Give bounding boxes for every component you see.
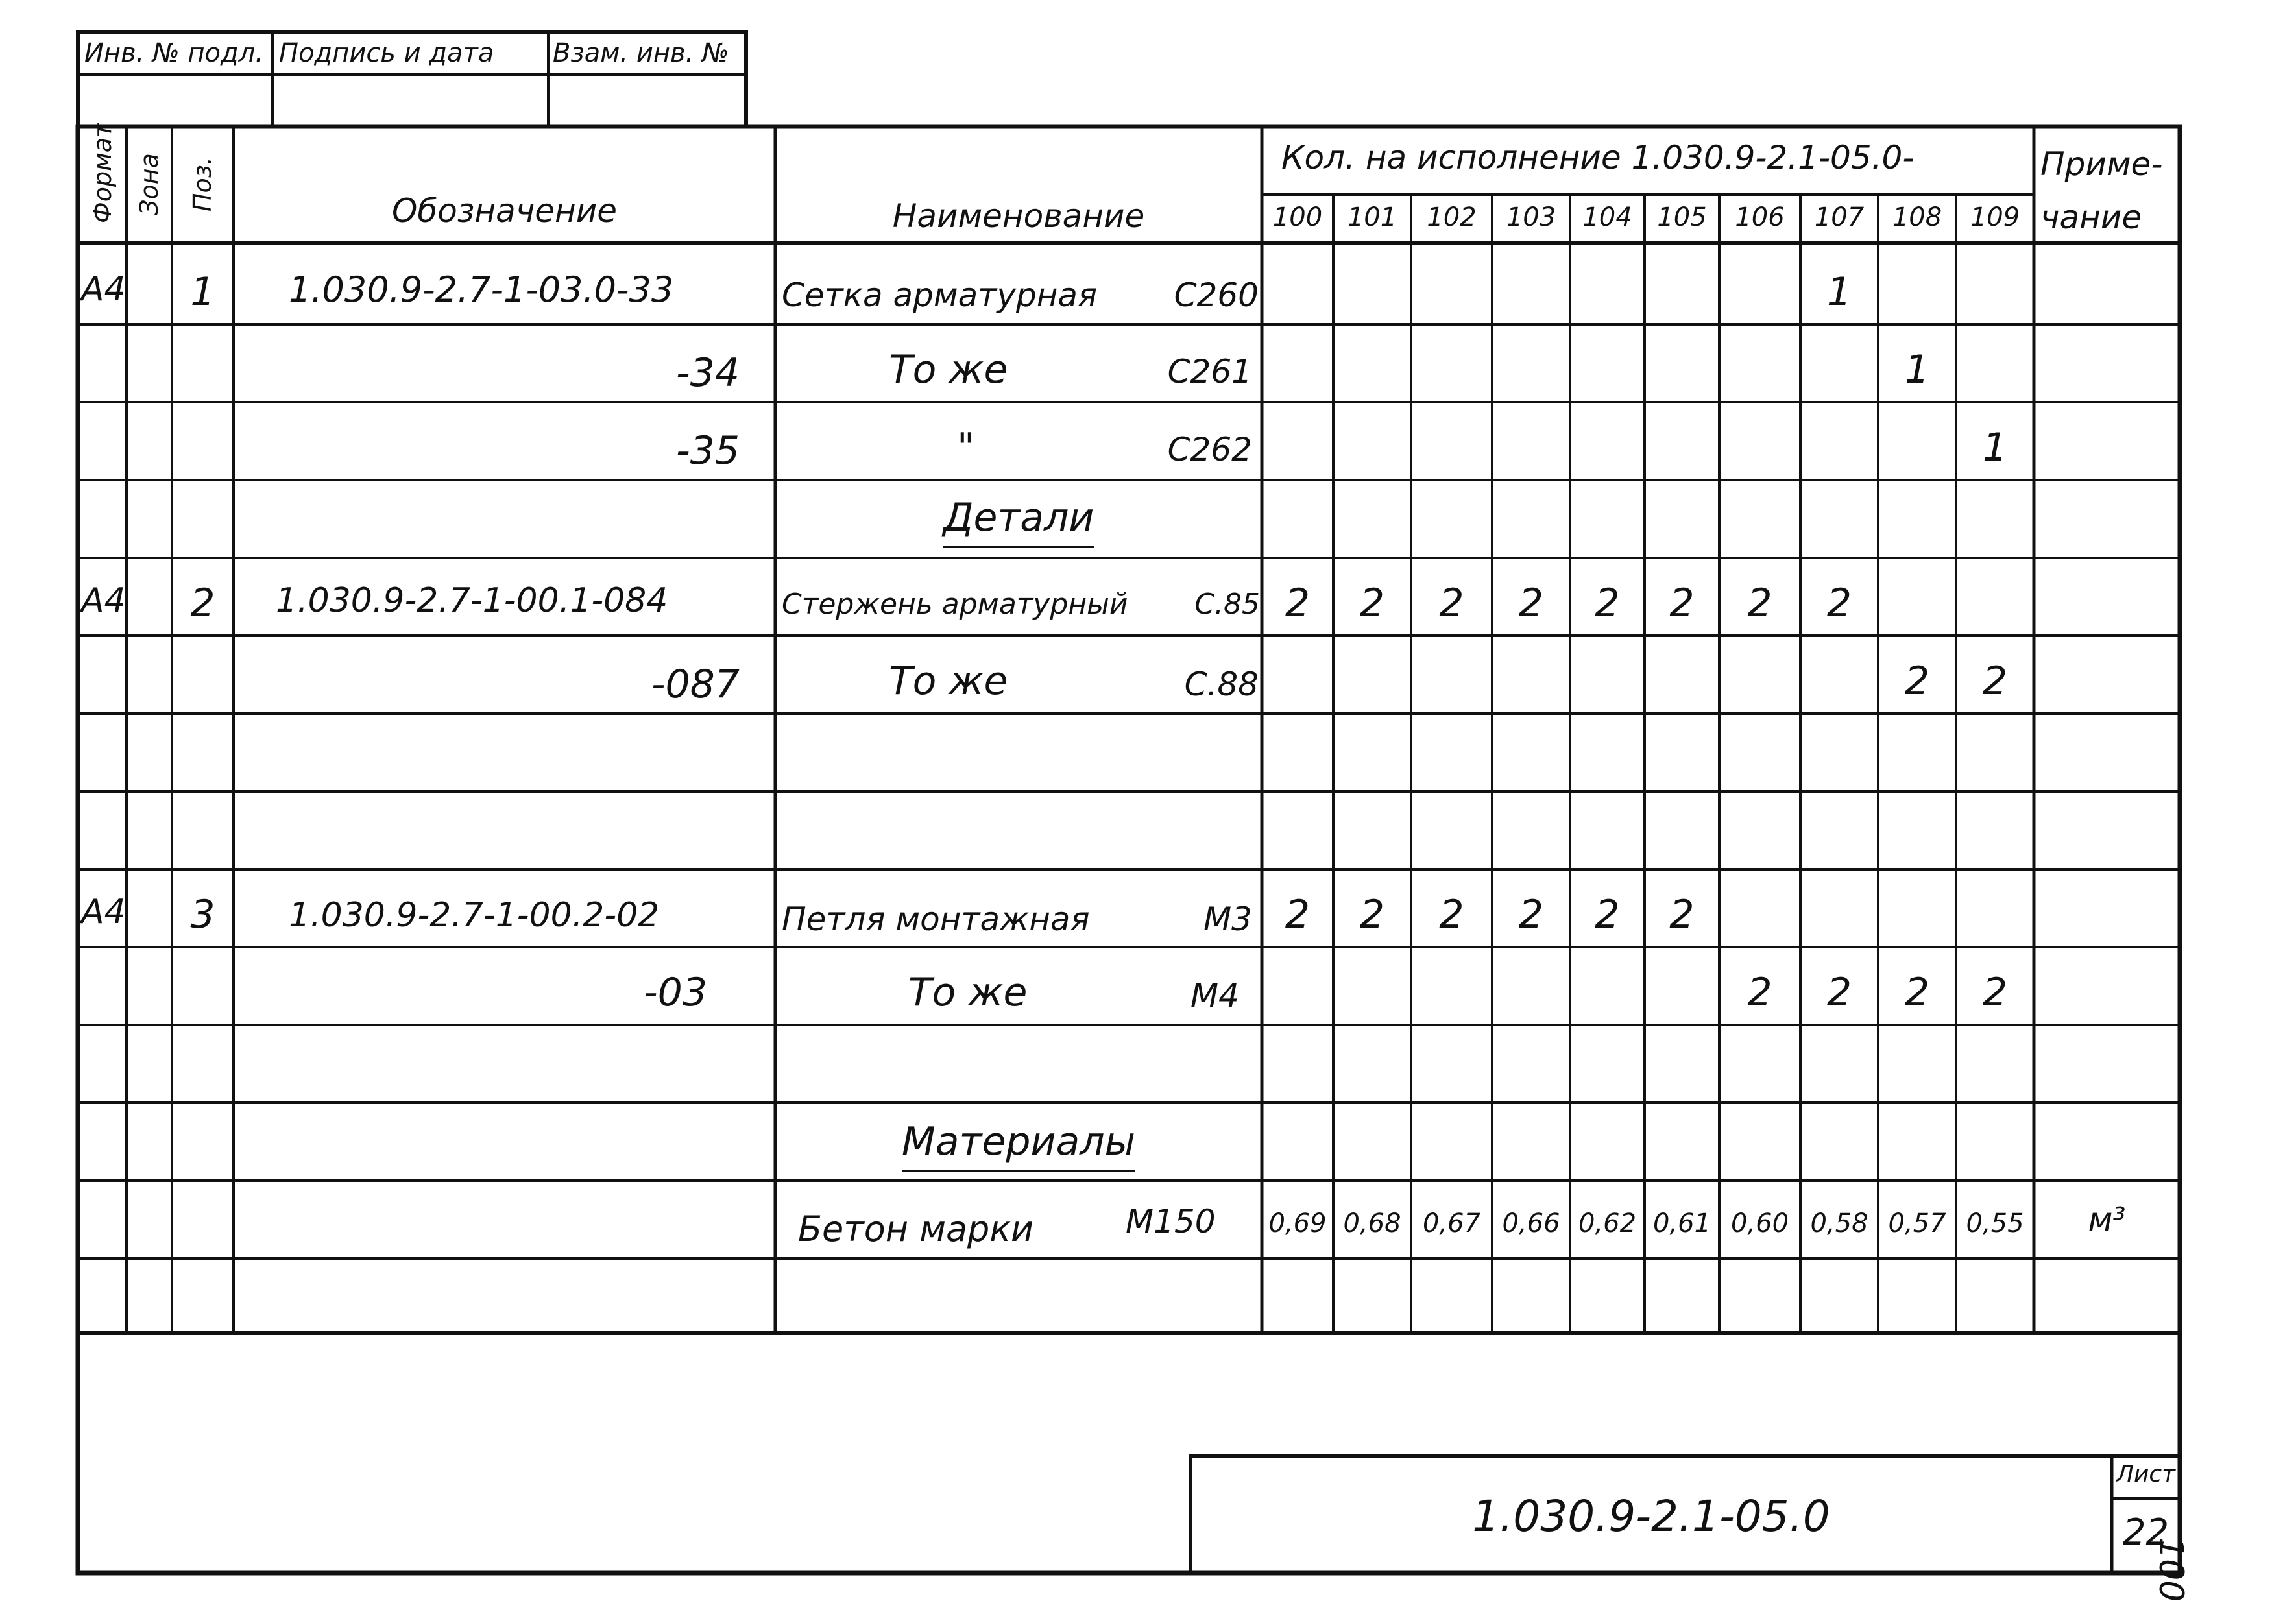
table-cell-qty: 2	[1595, 581, 1620, 626]
table-row-oboznachenie: -34	[676, 350, 740, 396]
table-row-naimenovanie: Сетка арматурная	[782, 276, 1098, 314]
table-cell-qty: 0,67	[1422, 1209, 1481, 1238]
variant-header: 101	[1347, 202, 1397, 232]
table-cell-qty: 0,68	[1343, 1209, 1401, 1238]
table-cell-qty: 2	[1359, 892, 1385, 937]
section-heading-text: Материалы	[902, 1119, 1135, 1172]
variant-header: 105	[1657, 202, 1707, 232]
table-row-mark: С261	[1167, 353, 1252, 391]
table-row-naimenovanie: То же	[908, 970, 1028, 1015]
col-primechanie-header-2: чание	[2040, 198, 2142, 236]
table-row-oboznachenie: -03	[644, 970, 707, 1015]
variant-header: 106	[1735, 202, 1785, 232]
table-cell-qty: 2	[1595, 892, 1620, 937]
table-cell-qty: 2	[1518, 581, 1544, 626]
table-row-mark: С262	[1167, 431, 1252, 468]
table-cell-qty: 2	[1439, 892, 1464, 937]
table-row-oboznachenie: -35	[676, 428, 740, 474]
col-zona-header: Зона	[135, 153, 163, 215]
table-cell-qty: 0,55	[1966, 1209, 2024, 1238]
variant-header: 103	[1506, 202, 1556, 232]
col-poz-header: Поз.	[188, 156, 217, 212]
stamp-inv-podl-label: Инв. № подл.	[84, 38, 263, 68]
kol-header: Кол. на исполнение 1.030.9-2.1-05.0-	[1281, 139, 1915, 176]
table-row-poz: 3	[190, 892, 215, 937]
stamp-podpis-data-label: Подпись и дата	[279, 38, 494, 68]
table-cell-qty: 0,61	[1652, 1209, 1711, 1238]
title-block-code: 1.030.9-2.1-05.0	[1472, 1491, 1830, 1541]
col-oboznachenie-header: Обозначение	[392, 192, 617, 230]
table-cell-qty: 0,58	[1810, 1209, 1868, 1238]
table-cell-qty: 2	[1747, 970, 1772, 1015]
table-cell-qty: 2	[1982, 658, 2008, 704]
table-row-mark: С260	[1174, 276, 1259, 314]
variant-header: 104	[1582, 202, 1632, 232]
table-cell-qty: 2	[1747, 581, 1772, 626]
table-cell-qty: 2	[1826, 970, 1852, 1015]
table-row-format: А4	[81, 270, 126, 309]
table-cell-qty: 2	[1669, 581, 1695, 626]
table-cell-qty: 2	[1982, 970, 2008, 1015]
section-heading	[775, 1119, 1262, 1164]
table-row-oboznachenie: 1.030.9-2.7-1-00.1-084	[276, 581, 668, 620]
table-cell-qty: 1	[1904, 347, 1930, 392]
variant-header: 107	[1814, 202, 1865, 232]
table-cell-qty: 0,60	[1730, 1209, 1789, 1238]
table-cell-qty: 0,57	[1888, 1209, 1946, 1238]
table-row-format: А4	[81, 581, 126, 620]
table-cell-qty: 1	[1982, 425, 2008, 470]
col-format-header: Формат	[88, 123, 117, 223]
table-cell-qty: 2	[1826, 581, 1852, 626]
table-row-naimenovanie: Стержень арматурный	[782, 588, 1128, 621]
table-row-mark: С.88	[1184, 666, 1259, 703]
table-cell-qty: 2	[1904, 658, 1930, 704]
table-row-format: А4	[81, 893, 126, 932]
table-row-naimenovanie: Бетон марки	[798, 1209, 1034, 1249]
table-cell-qty: 0,69	[1268, 1209, 1327, 1238]
table-cell-qty: 2	[1518, 892, 1544, 937]
table-row-poz: 1	[190, 269, 215, 315]
table-row-oboznachenie: 1.030.9-2.7-1-03.0-33	[289, 269, 674, 310]
variant-header: 109	[1970, 202, 2020, 232]
table-cell-qty: 2	[1285, 581, 1311, 626]
table-cell-qty: 2	[1669, 892, 1695, 937]
col-primechanie-header-1: Приме-	[2040, 145, 2163, 183]
variant-header: 100	[1272, 202, 1323, 232]
table-row-mark: М3	[1203, 900, 1252, 938]
table-cell-qty: 0,62	[1578, 1209, 1637, 1238]
table-cell-unit: м³	[2088, 1201, 2126, 1238]
table-row-naimenovanie: То же	[889, 347, 1008, 392]
section-heading-text: Детали	[943, 495, 1094, 548]
stamp-vzam-inv-label: Взам. инв. №	[553, 38, 729, 68]
table-row-oboznachenie: -087	[651, 662, 740, 707]
table-row-mark: М150	[1126, 1203, 1216, 1240]
table-row-naimenovanie: "	[957, 425, 975, 470]
table-row-naimenovanie: Петля монтажная	[782, 900, 1090, 938]
table-cell-qty: 2	[1904, 970, 1930, 1015]
variant-header: 102	[1427, 202, 1477, 232]
table-row-oboznachenie: 1.030.9-2.7-1-00.2-02	[289, 896, 660, 935]
table-row-mark: С.85	[1194, 588, 1260, 621]
table-row-mark: М4	[1190, 977, 1239, 1015]
table-row-poz: 2	[190, 581, 215, 626]
table-cell-qty: 2	[1285, 892, 1311, 937]
table-cell-qty: 1	[1826, 269, 1852, 315]
variant-header: 108	[1892, 202, 1942, 232]
margin-page-number: 100	[2151, 1537, 2190, 1602]
section-heading	[775, 495, 1262, 540]
col-naimenovanie-header: Наименование	[892, 197, 1145, 235]
title-block-list-label: Лист	[2116, 1461, 2176, 1487]
table-cell-qty: 0,66	[1502, 1209, 1560, 1238]
table-row-naimenovanie: То же	[889, 658, 1008, 704]
table-cell-qty: 2	[1439, 581, 1464, 626]
table-cell-qty: 2	[1359, 581, 1385, 626]
title-block-list-number: 22	[2122, 1511, 2169, 1554]
